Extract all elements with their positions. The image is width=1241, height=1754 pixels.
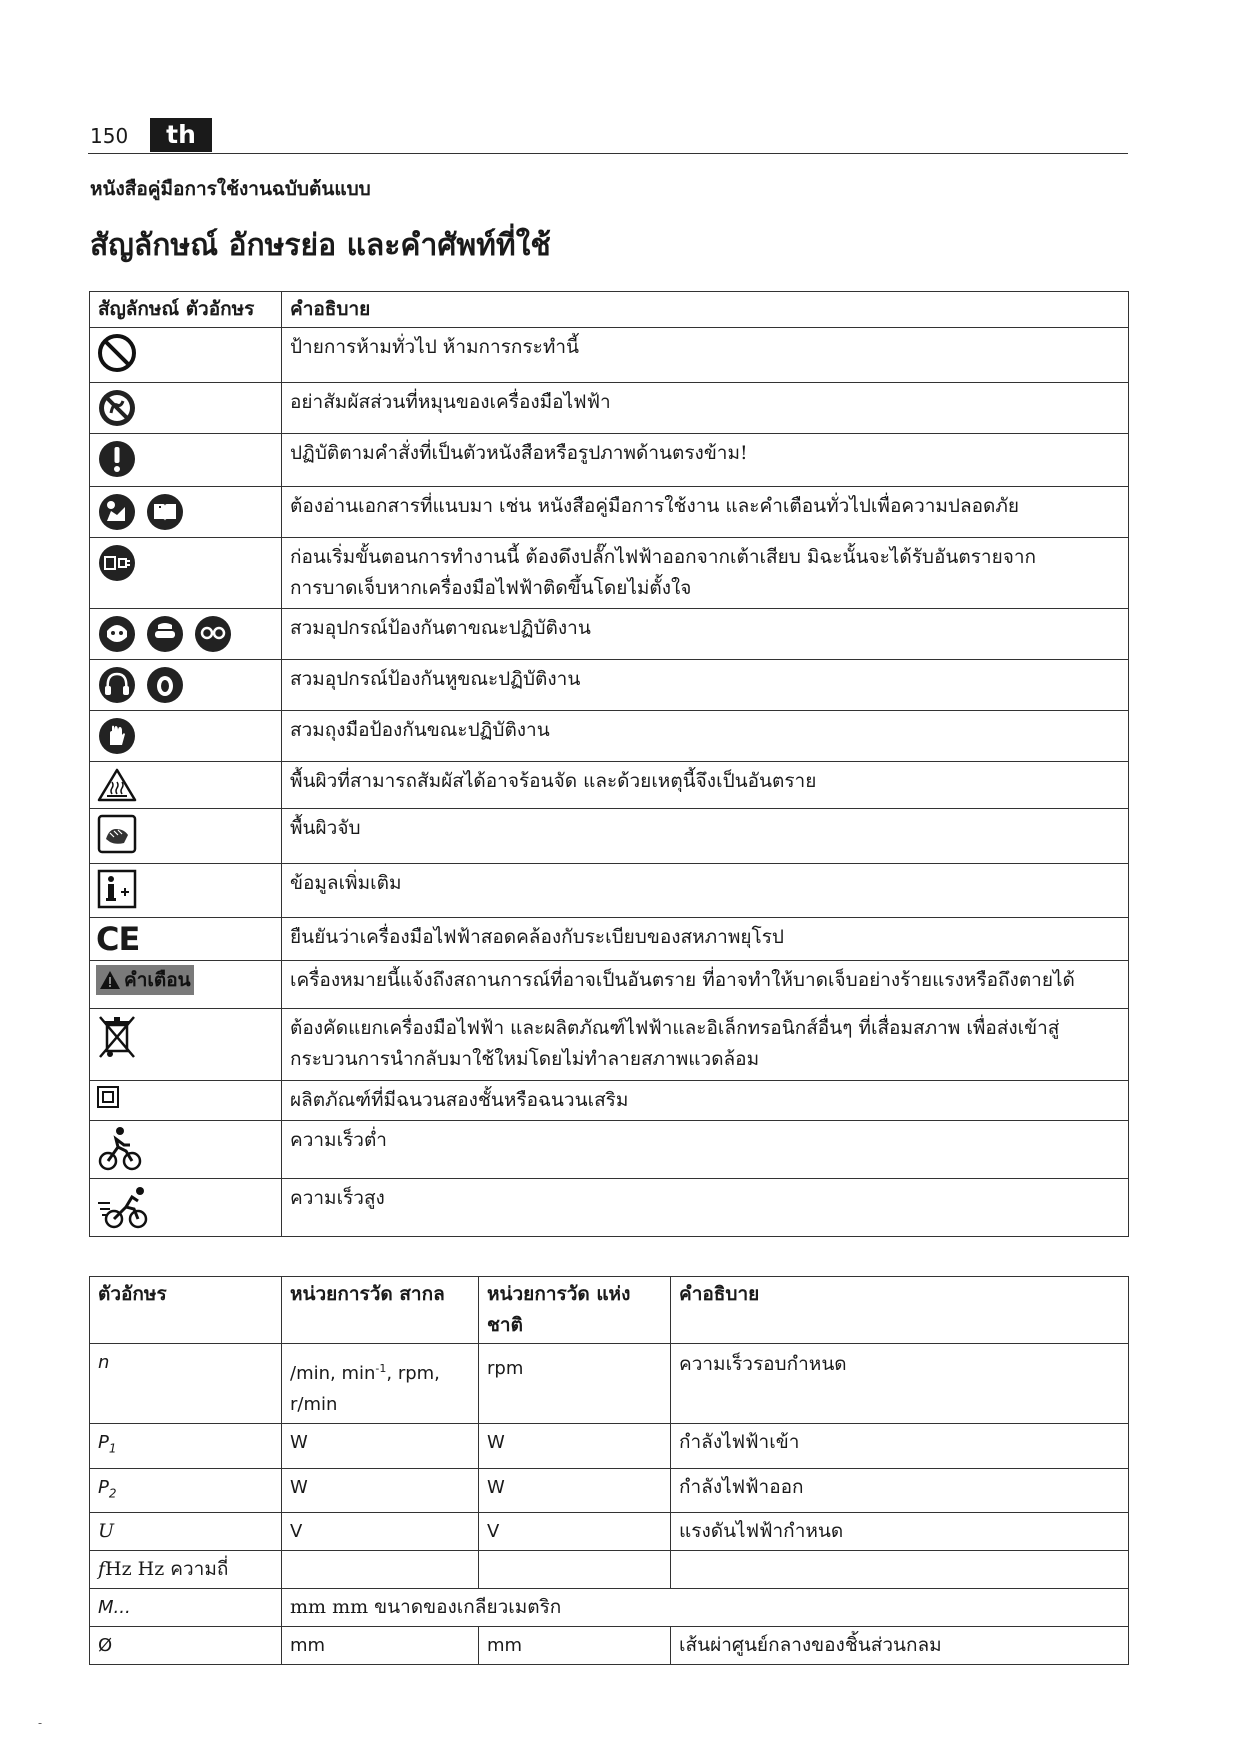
page-number: 150 bbox=[90, 124, 129, 148]
safety-goggles-icon bbox=[144, 613, 186, 655]
intl-unit-cell: W bbox=[282, 1468, 479, 1513]
table-row bbox=[90, 609, 1129, 660]
column-header-intl-unit: หน่วยการวัด สากล bbox=[282, 1277, 479, 1344]
description-cell: แรงดันไฟฟ้ากำหนด bbox=[671, 1513, 1129, 1551]
symbol-cell: M... bbox=[90, 1589, 282, 1627]
symbol-cell: U bbox=[90, 1513, 282, 1551]
description-cell: สวมถุงมือป้องกันขณะปฏิบัติงาน bbox=[282, 711, 1129, 762]
description-cell: พื้นผิวที่สามารถสัมผัสได้อาจร้อนจัด และด้วยเหตุนี้จึงเป็นอันตราย bbox=[282, 762, 1129, 809]
national-unit-cell bbox=[479, 1551, 671, 1589]
no-touch-rotating-parts-icon bbox=[96, 387, 138, 429]
table-row bbox=[90, 1424, 1129, 1469]
description-cell: ผลิตภัณฑ์ที่มีฉนวนสองชั้นหรือฉนวนเสริม bbox=[282, 1081, 1129, 1121]
national-unit-cell: V bbox=[479, 1513, 671, 1551]
description-cell: กำลังไฟฟ้าออก bbox=[671, 1468, 1129, 1513]
table-row bbox=[90, 864, 1129, 918]
table-row bbox=[90, 434, 1129, 487]
table-row bbox=[90, 1627, 1129, 1665]
page-header bbox=[88, 118, 1128, 154]
description-cell: เครื่องหมายนี้แจ้งถึงสถานการณ์ที่อาจเป็นอันตราย ที่อาจทำให้บาดเจ็บอย่างร้ายแรงหรือถึงตายได้ bbox=[282, 961, 1129, 1009]
national-unit-cell: mm bbox=[479, 1627, 671, 1665]
description-cell: ความเร็วต่ำ bbox=[282, 1121, 1129, 1179]
column-header-description: คำอธิบาย bbox=[671, 1277, 1129, 1344]
description-cell: สวมอุปกรณ์ป้องกันหูขณะปฏิบัติงาน bbox=[282, 660, 1129, 711]
table-row bbox=[90, 711, 1129, 762]
table-row bbox=[90, 1121, 1129, 1179]
table-row bbox=[90, 1081, 1129, 1121]
table-row bbox=[90, 1513, 1129, 1551]
units-table bbox=[89, 1276, 1129, 1665]
intl-unit-cell: W bbox=[282, 1424, 479, 1469]
national-unit-cell: rpm bbox=[479, 1344, 671, 1424]
national-unit-cell: W bbox=[479, 1424, 671, 1469]
symbol-cell: fHz Hz ความถี่ bbox=[90, 1551, 282, 1589]
column-header-description: คำอธิบาย bbox=[282, 292, 1129, 328]
grip-surface-icon bbox=[96, 813, 138, 855]
ear-protection-icon bbox=[96, 664, 138, 706]
column-header-letter: ตัวอักษร bbox=[90, 1277, 282, 1344]
mandatory-action-icon bbox=[96, 438, 138, 480]
symbols-table bbox=[89, 291, 1129, 1237]
table-row bbox=[90, 1344, 1129, 1424]
symbol-cell: Ø bbox=[90, 1627, 282, 1665]
read-manual-icon bbox=[96, 491, 138, 533]
symbol-cell: n bbox=[90, 1344, 282, 1424]
document-subtitle: หนังสือคู่มือการใช้งานฉบับต้นแบบ bbox=[90, 178, 371, 200]
ear-muffs-icon bbox=[144, 664, 186, 706]
national-unit-cell: W bbox=[479, 1468, 671, 1513]
weee-bin-icon bbox=[96, 1013, 138, 1061]
footer-mark: - bbox=[38, 1716, 43, 1730]
description-cell: ความเร็วรอบกำหนด bbox=[671, 1344, 1129, 1424]
low-speed-icon bbox=[96, 1125, 144, 1173]
table-row bbox=[90, 1468, 1129, 1513]
symbol-cell: $P_1$ bbox=[90, 1424, 282, 1469]
table-row bbox=[90, 383, 1129, 434]
face-shield-icon bbox=[96, 613, 138, 655]
table-header-row bbox=[90, 292, 1129, 328]
description-cell: สวมอุปกรณ์ป้องกันตาขณะปฏิบัติงาน bbox=[282, 609, 1129, 660]
intl-unit-cell: /min, $\min^{-1}$, rpm, r/min bbox=[282, 1344, 479, 1424]
warning-badge-label: คำเตือน bbox=[124, 969, 191, 991]
ce-mark-icon: CE bbox=[96, 920, 140, 958]
intl-unit-cell: mm bbox=[282, 1627, 479, 1665]
description-cell: ข้อมูลเพิ่มเติม bbox=[282, 864, 1129, 918]
table-row bbox=[90, 660, 1129, 711]
table-row bbox=[90, 1009, 1129, 1081]
info-plus-icon bbox=[96, 868, 138, 910]
table-row bbox=[90, 538, 1129, 609]
table-row bbox=[90, 762, 1129, 809]
column-header-symbol: สัญลักษณ์ ตัวอักษร bbox=[90, 292, 282, 328]
description-cell bbox=[671, 1551, 1129, 1589]
description-cell: เส้นผ่าศูนย์กลางของชิ้นส่วนกลม bbox=[671, 1627, 1129, 1665]
manual-book-icon bbox=[144, 491, 186, 533]
table-row bbox=[90, 961, 1129, 1009]
hot-surface-icon bbox=[96, 766, 138, 804]
description-cell: ป้ายการห้ามทั่วไป ห้ามการกระทำนี้ bbox=[282, 328, 1129, 383]
table-row bbox=[90, 1551, 1129, 1589]
unplug-icon bbox=[96, 542, 138, 584]
column-header-national-unit: หน่วยการวัด แห่งชาติ bbox=[479, 1277, 671, 1344]
description-cell: ก่อนเริ่มขั้นตอนการทำงานนี้ ต้องดึงปลั๊กไฟฟ้าออกจากเต้าเสียบ มิฉะนั้นจะได้รับอันตรายจาก การบาดเจ็บหากเครื่องมือไฟฟ้าติดขึ้นโดยไม่ตั้งใจ bbox=[282, 538, 1129, 609]
table-row bbox=[90, 487, 1129, 538]
description-cell: ต้องอ่านเอกสารที่แนบมา เช่น หนังสือคู่มือการใช้งาน และคำเตือนทั่วไปเพื่อความปลอดภัย bbox=[282, 487, 1129, 538]
table-row bbox=[90, 1589, 1129, 1627]
warning-triangle-icon bbox=[99, 970, 121, 990]
warning-badge bbox=[96, 965, 194, 995]
intl-unit-cell: mm mm ขนาดของเกลียวเมตริก bbox=[282, 1589, 1129, 1627]
description-cell: ความเร็วสูง bbox=[282, 1179, 1129, 1237]
page-title: สัญลักษณ์ อักษรย่อ และคำศัพท์ที่ใช้ bbox=[90, 228, 551, 263]
language-badge: th bbox=[150, 118, 212, 152]
double-insulation-icon bbox=[96, 1085, 120, 1109]
table-row bbox=[90, 1179, 1129, 1237]
table-row bbox=[90, 328, 1129, 383]
safety-glasses-icon bbox=[192, 613, 234, 655]
intl-unit-cell: V bbox=[282, 1513, 479, 1551]
general-prohibition-icon bbox=[96, 332, 138, 374]
high-speed-icon bbox=[96, 1183, 152, 1231]
symbol-cell: $P_2$ bbox=[90, 1468, 282, 1513]
intl-unit-cell bbox=[282, 1551, 479, 1589]
description-cell: อย่าสัมผัสส่วนที่หมุนของเครื่องมือไฟฟ้า bbox=[282, 383, 1129, 434]
description-cell: พื้นผิวจับ bbox=[282, 809, 1129, 864]
table-row bbox=[90, 809, 1129, 864]
description-cell: กำลังไฟฟ้าเข้า bbox=[671, 1424, 1129, 1469]
table-header-row bbox=[90, 1277, 1129, 1344]
description-cell: ปฏิบัติตามคำสั่งที่เป็นตัวหนังสือหรือรูปภาพด้านตรงข้าม! bbox=[282, 434, 1129, 487]
description-cell: ยืนยันว่าเครื่องมือไฟฟ้าสอดคล้องกับระเบียบของสหภาพยุโรป bbox=[282, 918, 1129, 961]
description-cell: ต้องคัดแยกเครื่องมือไฟฟ้า และผลิตภัณฑ์ไฟฟ้าและอิเล็กทรอนิกส์อื่นๆ ที่เสื่อมสภาพ เพื่อส่งเข้าสู่ กระบวนการนำกลับมาใช้ใหม่โดยไม่ทำลายสภาพแวดล้อม bbox=[282, 1009, 1129, 1081]
gloves-icon bbox=[96, 715, 138, 757]
table-row bbox=[90, 918, 1129, 961]
